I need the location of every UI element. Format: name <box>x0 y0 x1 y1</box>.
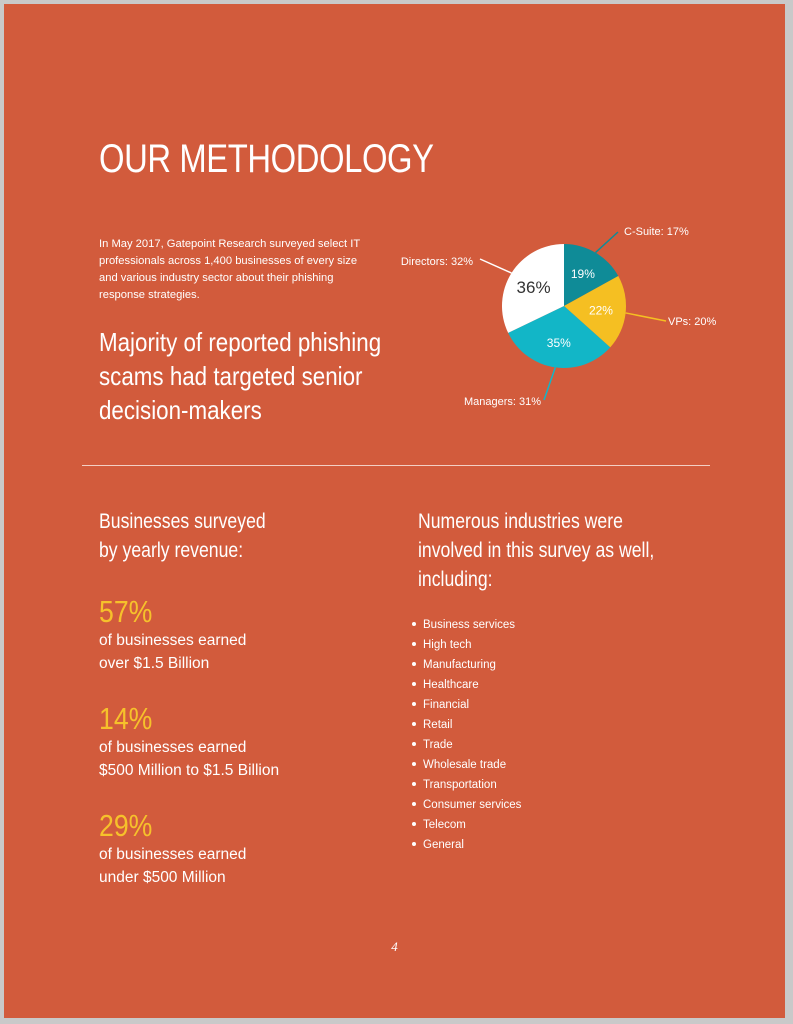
pie-inner-label: 35% <box>546 336 571 351</box>
list-item: Healthcare <box>410 675 521 695</box>
stat-percent: 29% <box>99 808 153 843</box>
pie-inner-label: 22% <box>588 303 613 318</box>
industries-heading-line3: including: <box>418 568 493 591</box>
industries-heading-line1: Numerous industries were <box>418 510 623 533</box>
revenue-stat-2 <box>99 702 279 782</box>
revenue-heading-line2: by yearly revenue: <box>99 539 244 562</box>
revenue-stat-1 <box>99 595 246 675</box>
divider <box>82 465 710 466</box>
page-number: 4 <box>391 939 398 954</box>
pie-inner-label: 19% <box>570 267 595 282</box>
pie-outer-label: Managers: 31% <box>463 396 541 408</box>
pie-outer-label: C-Suite: 17% <box>624 226 689 238</box>
pie-leader-line <box>544 367 555 400</box>
stat-percent: 14% <box>99 701 153 736</box>
stat-desc-line1: of businesses earned <box>99 739 247 756</box>
intro-paragraph: In May 2017, Gatepoint Research surveyed select IT professionals across 1,400 businesses of every size and various industry sector about their phishing response strategies. <box>99 238 360 301</box>
list-item: Retail <box>410 715 521 735</box>
industries-heading <box>418 507 654 594</box>
list-item: Telecom <box>410 815 521 835</box>
list-item: High tech <box>410 635 521 655</box>
stat-percent: 57% <box>99 594 153 629</box>
stat-desc-line2: $500 Million to $1.5 Billion <box>99 762 280 779</box>
pie-leader-line <box>596 232 618 253</box>
stat-desc-line2: over $1.5 Billion <box>99 655 210 672</box>
revenue-heading <box>99 507 266 565</box>
pie-outer-label: VPs: 20% <box>668 316 717 328</box>
list-item: Transportation <box>410 775 521 795</box>
list-item: General <box>410 835 521 855</box>
pie-leader-line <box>626 313 666 321</box>
stat-desc-line1: of businesses earned <box>99 632 247 649</box>
stat-desc-line1: of businesses earned <box>99 846 247 863</box>
industries-list <box>410 615 521 855</box>
list-item: Wholesale trade <box>410 755 521 775</box>
page-title: OUR METHODOLOGY <box>99 137 434 181</box>
list-item: Financial <box>410 695 521 715</box>
list-item: Consumer services <box>410 795 521 815</box>
pie-inner-label: 36% <box>516 277 551 297</box>
pie-outer-label: Directors: 32% <box>400 256 473 268</box>
page <box>4 4 785 1018</box>
industries-heading-line2: involved in this survey as well, <box>418 539 655 562</box>
list-item: Business services <box>410 615 521 635</box>
pie-chart <box>4 4 785 464</box>
list-item: Manufacturing <box>410 655 521 675</box>
headline: Majority of reported phishing scams had targeted senior decision-makers <box>99 327 382 425</box>
revenue-heading-line1: Businesses surveyed <box>99 510 266 533</box>
pie-leader-line <box>480 259 512 273</box>
revenue-stat-3 <box>99 809 246 889</box>
stat-desc-line2: under $500 Million <box>99 869 226 886</box>
list-item: Trade <box>410 735 521 755</box>
